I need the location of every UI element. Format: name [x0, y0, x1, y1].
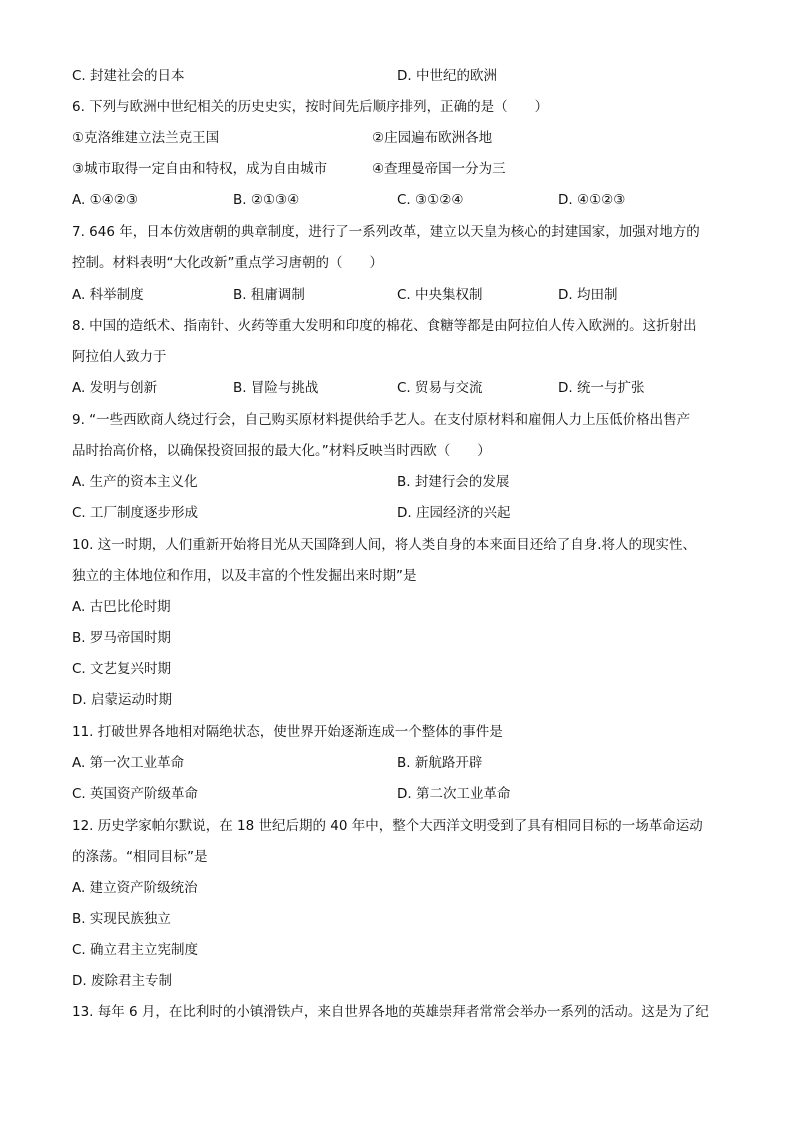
question-10-option-a: A. 古巴比伦时期: [72, 599, 171, 615]
question-12-option-c: C. 确立君主立宪制度: [72, 942, 199, 958]
question-12-stem-line-2: 的涤荡。“相同目标”是: [72, 849, 208, 865]
question-6-fact-4: ④查理曼帝国一分为三: [372, 161, 506, 177]
question-12-option-d: D. 废除君主专制: [72, 973, 172, 989]
question-10-option-c: C. 文艺复兴时期: [72, 661, 172, 677]
question-6-stem: 6. 下列与欧洲中世纪相关的历史史实，按时间先后顺序排列，正确的是（ ）: [72, 99, 549, 115]
question-7-option-c: C. 中央集权制: [397, 287, 483, 303]
question-9-stem-line-1: 9. “一些西欧商人绕过行会，自己购买原材料提供给手艺人。在支付原材料和雇佣人力上压低价格出售产: [72, 412, 691, 428]
question-12-option-a: A. 建立资产阶级统治: [72, 880, 198, 896]
question-6-option-a: A. ①④②③: [72, 192, 138, 208]
question-9-option-a: A. 生产的资本主义化: [72, 474, 198, 490]
question-6-option-d: D. ④①②③: [558, 192, 626, 208]
question-10-option-b: B. 罗马帝国时期: [72, 630, 171, 646]
question-9-stem-line-2: 品时抬高价格，以确保投资回报的最大化。”材料反映当时西欧（ ）: [72, 443, 491, 459]
question-7-option-a: A. 科举制度: [72, 287, 144, 303]
question-6-fact-2: ②庄园遍布欧洲各地: [372, 130, 493, 146]
question-10-option-d: D. 启蒙运动时期: [72, 692, 172, 708]
question-6-fact-1: ①克洛维建立法兰克王国: [72, 130, 220, 146]
question-8-option-a: A. 发明与创新: [72, 380, 158, 396]
question-7-option-d: D. 均田制: [558, 287, 618, 303]
option-d: D. 中世纪的欧洲: [397, 68, 497, 84]
question-9-option-b: B. 封建行会的发展: [397, 474, 510, 490]
question-11-option-c: C. 英国资产阶级革命: [72, 786, 199, 802]
question-12-option-b: B. 实现民族独立: [72, 911, 171, 927]
question-11-option-d: D. 第二次工业革命: [397, 786, 511, 802]
option-c: C. 封建社会的日本: [72, 68, 185, 84]
question-9-option-d: D. 庄园经济的兴起: [397, 505, 511, 521]
question-7-stem-line-2: 控制。材料表明“大化改新”重点学习唐朝的（ ）: [72, 255, 383, 271]
question-8-stem-line-2: 阿拉伯人致力于: [72, 349, 167, 365]
question-8-option-d: D. 统一与扩张: [558, 380, 645, 396]
question-6-option-b: B. ②①③④: [233, 192, 300, 208]
question-8-stem-line-1: 8. 中国的造纸术、指南针、火药等重大发明和印度的棉花、食糖等都是由阿拉伯人传入欧洲的。这折射出: [72, 318, 697, 334]
question-8-option-c: C. 贸易与交流: [397, 380, 483, 396]
question-7-stem-line-1: 7. 646 年，日本仿效唐朝的典章制度，进行了一系列改革，建立以天皇为核心的封建国家，加强对地方的: [72, 224, 700, 240]
question-11-stem: 11. 打破世界各地相对隔绝状态，使世界开始逐渐连成一个整体的事件是: [72, 724, 503, 740]
question-12-stem-line-1: 12. 历史学家帕尔默说，在 18 世纪后期的 40 年中，整个大西洋文明受到了具有相同目标的一场革命运动: [72, 818, 703, 834]
question-10-stem-line-2: 独立的主体地位和作用，以及丰富的个性发掘出来时期”是: [72, 568, 417, 584]
question-10-stem-line-1: 10. 这一时期，人们重新开始将目光从天国降到人间，将人类自身的本来面目还给了自身.将人的现实性、: [72, 537, 697, 553]
question-8-option-b: B. 冒险与挑战: [233, 380, 319, 396]
question-6-fact-3: ③城市取得一定自由和特权，成为自由城市: [72, 161, 328, 177]
question-9-option-c: C. 工厂制度逐步形成: [72, 505, 199, 521]
question-11-option-a: A. 第一次工业革命: [72, 755, 185, 771]
question-7-option-b: B. 租庸调制: [233, 287, 305, 303]
question-6-option-c: C. ③①②④: [397, 192, 464, 208]
question-13-stem-line-1: 13. 每年 6 月，在比利时的小镇滑铁卢，来自世界各地的英雄崇拜者常常会举办一系列的活动。这是为了纪: [72, 1004, 709, 1020]
question-11-option-b: B. 新航路开辟: [397, 755, 483, 771]
